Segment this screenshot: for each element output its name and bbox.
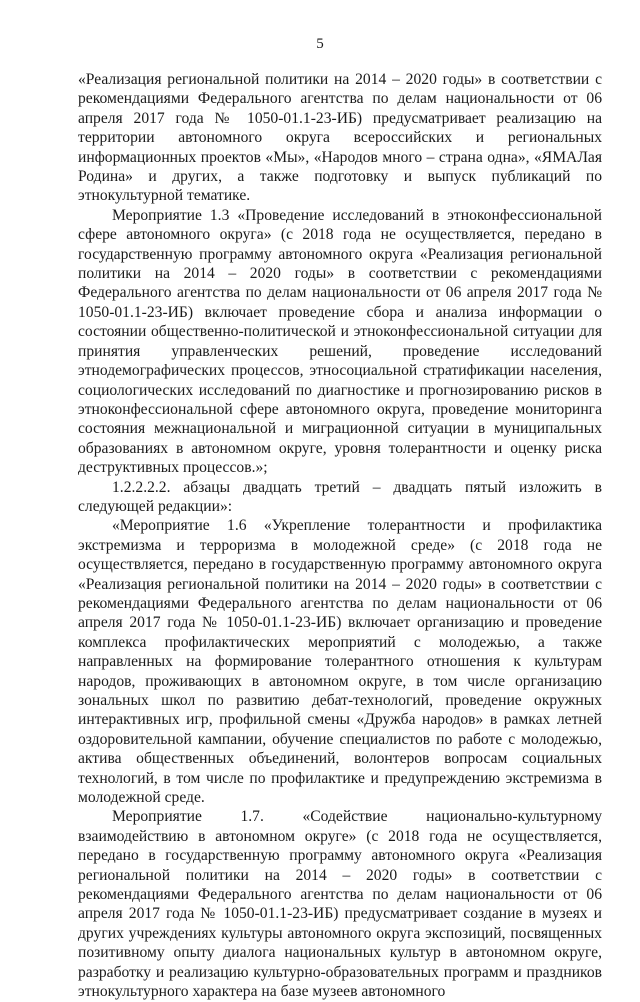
paragraph-measure-1-3: Мероприятие 1.3 «Проведение исследований в этноконфессиональной сфере автономного округа» (с 2018 года не осуществляется, передано в государственную программу автономного округа «Реализация региональной политики на 2014 – 2020 годы» в соответствии с рекомендациями Федерального агентства по делам национальности от 06 апреля 2017 года № 1050-01.1-23-ИБ) включает проведение сбора и анализа информации о состоянии общественно-политической и этноконфессиональной ситуации для принятия управленческих решений, проведение исследований этнодемографических процессов, этносоциальной стратификации населения, социологических исследований по диагностике и прогнозированию рисков в этноконфессиональной сфере автономного округа, проведение мониторинга состояния межнациональной и миграционной ситуации в муниципальных образованиях в автономном округе, уровня толерантности и оценку риска деструктивных процессов.»; bbox=[78, 206, 602, 477]
page-number: 5 bbox=[316, 36, 324, 52]
paragraph-measure-1-7: Мероприятие 1.7. «Содействие национально-культурному взаимодействию в автономном округе» (с 2018 года не осуществляется, передано в государственную программу автономного округа «Реализация региональной политики на 2014 – 2020 годы» в соответствии с рекомендациями Федерального агентства по делам национальности от 06 апреля 2017 года № 1050-01.1-23-ИБ) предусматривает создание в музеях и других учреждениях культуры автономного округа экспозиций, посвященных позитивному опыту диалога национальных культур в автономном округе, разработку и реализацию культурно-образовательных программ и праздников этнокультурного характера на базе музеев автономного bbox=[78, 808, 602, 1001]
paragraph-measure-1-6: «Мероприятие 1.6 «Укрепление толерантности и профилактика экстремизма и терроризма в молодежной среде» (с 2018 года не осуществляется, передано в государственную программу автономного округа «Реализация региональной политики на 2014 – 2020 годы» в соответствии с рекомендациями Федерального агентства по делам национальности от 06 апреля 2017 года № 1050-01.1-23-ИБ) включает организацию и проведение комплекса профилактических мероприятий с молодежью, а также направленных на формирование толерантного отношения к культурам народов, проживающих в автономном округе, в том числе организацию зональных школ по развитию дебат-технологий, проведение окружных интерактивных игр, профильной смены «Дружба народов» в рамках летней оздоровительной кампании, обучение специалистов по работе с молодежью, актива общественных объединений, волонтеров вопросам социальных технологий, в том числе по профилактике и предупреждению экстремизма в молодежной среде. bbox=[78, 517, 602, 807]
document-body bbox=[78, 70, 602, 1002]
paragraph-continuation: «Реализация региональной политики на 2014 – 2020 годы» в соответствии с рекомендациями Федерального агентства по делам национальности от 06 апреля 2017 года № 1050-01.1-23-ИБ) предусматривает реализацию на территории автономного округа всероссийских и региональных информационных проектов «Мы», «Народов много – страна одна», «ЯМАЛая Родина» и других, а также подготовку и выпуск публикаций по этнокультурной тематике. bbox=[78, 71, 602, 205]
paragraph-amendment-clause: 1.2.2.2.2. абзацы двадцать третий – двадцать пятый изложить в следующей редакции»: bbox=[78, 478, 602, 515]
